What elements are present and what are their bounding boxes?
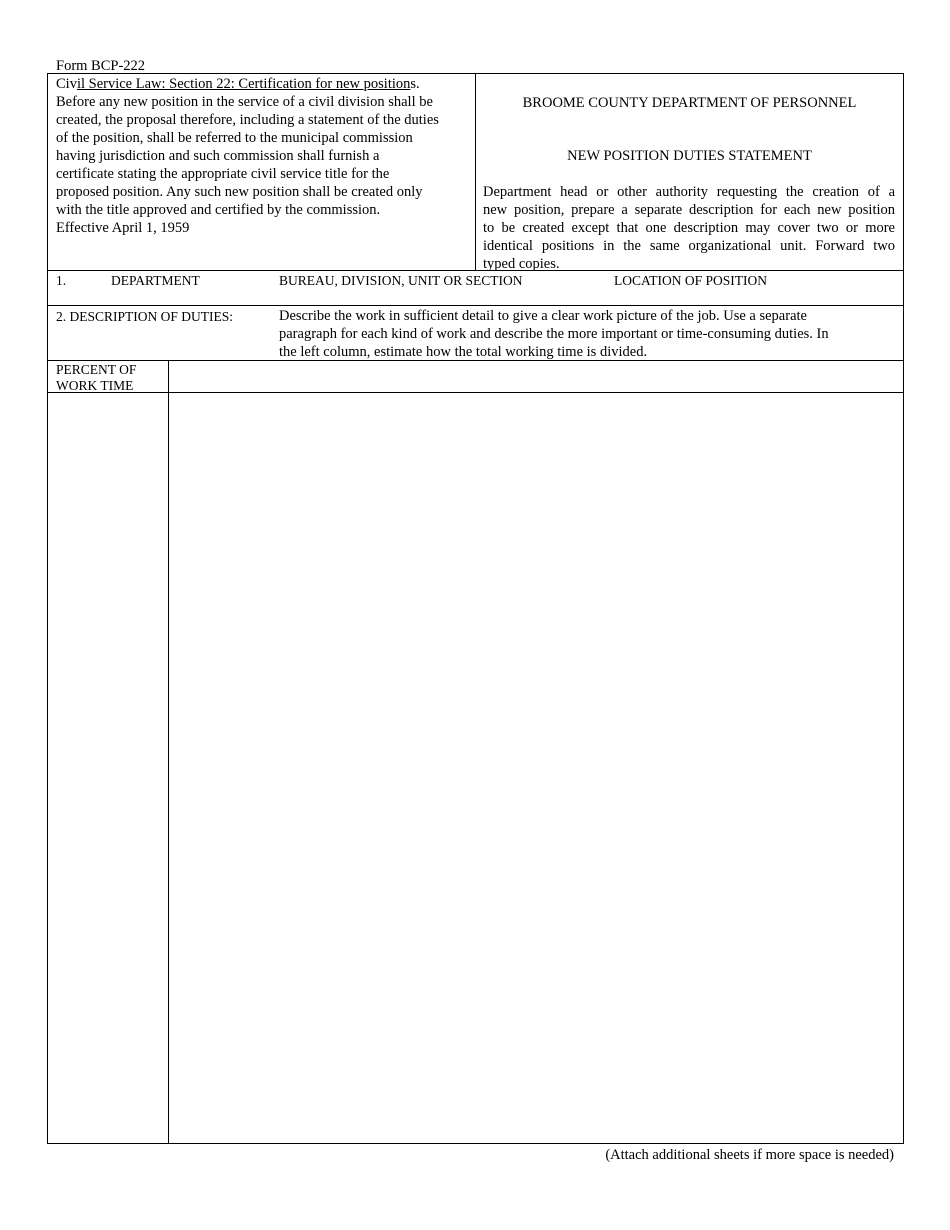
form-number: Form BCP-222	[56, 58, 146, 74]
duties-instructions-line: paragraph for each kind of work and describe the more important or time-consuming duties. In	[279, 326, 829, 342]
instructions-line: Department head or other authority requesting the creation of a	[483, 184, 895, 200]
percent-work-time-area[interactable]	[48, 393, 168, 1143]
agency-name: BROOME COUNTY DEPARTMENT OF PERSONNEL	[522, 95, 857, 111]
law-text-line: certificate stating the appropriate civil service title for the	[56, 166, 390, 182]
instructions-line: new position, prepare a separate description for each new position	[483, 202, 895, 218]
instructions-line: typed copies.	[483, 256, 560, 272]
law-text-line: with the title approved and certified by the commission.	[56, 202, 381, 218]
department-label: DEPARTMENT	[111, 273, 200, 288]
law-text-line: proposed position. Any such new position shall be created only	[56, 184, 423, 200]
department-field[interactable]	[56, 289, 276, 304]
law-heading-underlined: il Service Law: Section 22: Certification for new position	[76, 76, 411, 92]
header-bottom-rule	[47, 270, 903, 271]
law-text-line: having jurisdiction and such commission shall furnish a	[56, 148, 380, 164]
duties-instructions-line: Describe the work in sufficient detail to give a clear work picture of the job. Use a separate	[279, 308, 807, 324]
duties-description-area[interactable]	[169, 393, 903, 1143]
instructions-line: identical positions in the same organizational unit. Forward two	[483, 238, 895, 254]
law-heading-prefix: Civ	[56, 76, 77, 92]
location-field[interactable]	[614, 289, 899, 304]
percent-label-line1: PERCENT OF	[56, 362, 137, 377]
location-label: LOCATION OF POSITION	[614, 273, 768, 288]
law-effective-date: Effective April 1, 1959	[56, 220, 190, 236]
right-border	[903, 73, 904, 1144]
bureau-label: BUREAU, DIVISION, UNIT OR SECTION	[279, 273, 523, 288]
section1-number: 1.	[56, 273, 67, 288]
law-text-line: of the position, shall be referred to the municipal commission	[56, 130, 413, 146]
instructions-line: to be created except that one description may cover two or more	[483, 220, 895, 236]
law-text-line: Before any new position in the service of a civil division shall be	[56, 94, 433, 110]
bottom-border	[47, 1143, 904, 1144]
duties-instructions-line: the left column, estimate how the total working time is divided.	[279, 344, 648, 360]
law-heading-suffix: s.	[410, 76, 420, 92]
percent-label-line2: WORK TIME	[56, 378, 134, 393]
footer-note: (Attach additional sheets if more space is needed)	[605, 1147, 894, 1163]
description-of-duties-label: 2. DESCRIPTION OF DUTIES:	[56, 309, 234, 324]
section1-bottom-rule	[47, 305, 903, 306]
bureau-field[interactable]	[279, 289, 609, 304]
form-title: NEW POSITION DUTIES STATEMENT	[567, 148, 812, 164]
law-text-line: created, the proposal therefore, including a statement of the duties	[56, 112, 439, 128]
law-heading	[56, 75, 420, 93]
